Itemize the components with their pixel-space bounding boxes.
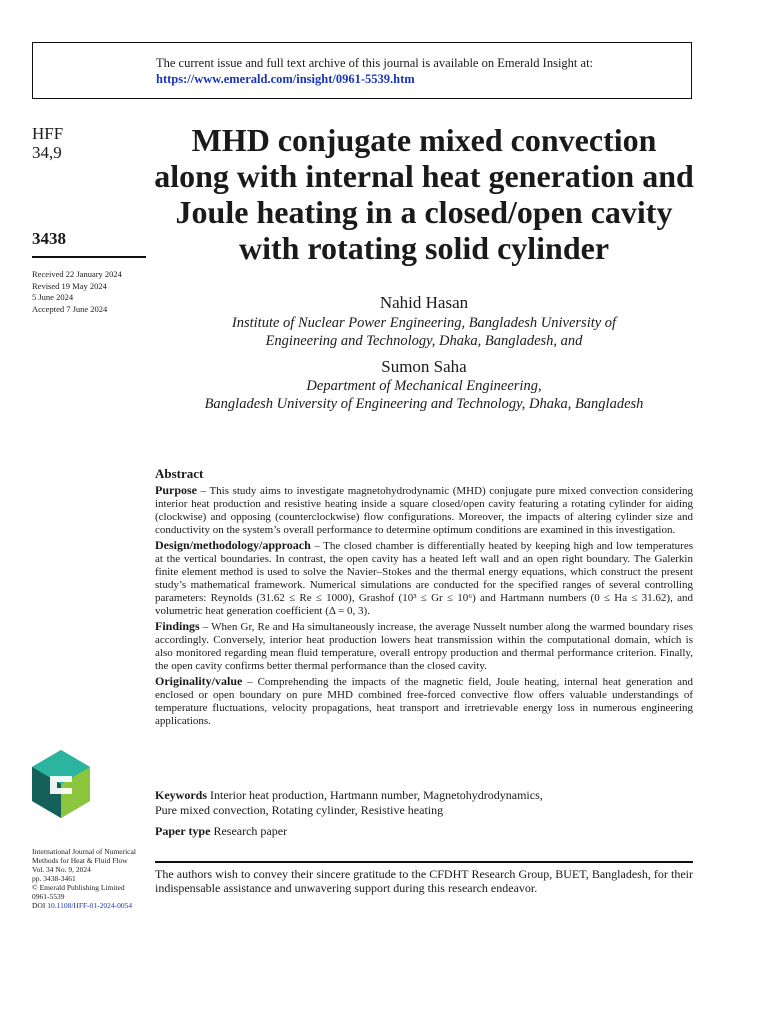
affiliation-line: Department of Mechanical Engineering, [306, 378, 542, 394]
journal-citation [32, 847, 148, 910]
date-received: Received 22 January 2024 [32, 269, 122, 279]
article-title: MHD conjugate mixed convection along with internal heat generation and Joule heating in a closed/open cavity with rotating solid cylinder [154, 122, 694, 266]
keywords [155, 788, 693, 817]
citation-line: 0961-5539 [32, 892, 65, 901]
doi-label: DOI [32, 901, 46, 910]
abstract-design [155, 539, 693, 618]
footnote-divider [155, 861, 693, 863]
emerald-logo-icon [30, 748, 92, 820]
section-label: Purpose [155, 483, 197, 497]
keywords-label: Keywords [155, 788, 207, 802]
author-affiliation [152, 377, 696, 413]
abstract-purpose [155, 484, 693, 537]
section-text: – Comprehending the impacts of the magnetic field, Joule heating, internal heat generation and enclosed or open boundary on pure MHD combined free-forced convective flow offers valuable understandings of temperature fluctuations, velocity propagations, heat transport and irretrievable energy loss in numerous engineering applications. [155, 676, 694, 727]
keywords-line: Pure mixed convection, Rotating cylinder, Resistive heating [155, 802, 444, 817]
section-label: Findings [155, 619, 200, 633]
paper-type-label: Paper type [155, 824, 211, 838]
abstract [155, 467, 693, 730]
journal-abbreviation: HFF [32, 124, 64, 143]
section-label: Design/methodology/approach [155, 538, 311, 552]
article-dates [32, 269, 122, 315]
author-name: Sumon Saha [381, 357, 467, 376]
date-revised: Revised 19 May 2024 [32, 280, 107, 291]
journal-archive-banner [32, 42, 692, 99]
affiliation-line: Institute of Nuclear Power Engineering, Bangladesh University of [231, 315, 617, 331]
affiliation-line: Bangladesh University of Engineering and Technology, Dhaka, Bangladesh [204, 396, 644, 412]
abstract-originality [155, 675, 693, 728]
citation-line: pp. 3438-3461 [32, 874, 76, 883]
doi-line [32, 901, 148, 910]
section-text: – This study aims to investigate magnetohydrodynamic (MHD) conjugate pure mixed convection considering interior heat production and resistive heating inside a square closed/open cavity featuring a rotating cylinder for aiding (clockwise) and opposing (counterclockwise) flow configurations. Moreover, the impacts of altering cylinder size and conductivity on the system’s overall performance to determine optimum conditions are examined in this investigation. [155, 485, 693, 536]
citation-line: Vol. 34 No. 9, 2024 [32, 865, 91, 874]
citation-line: International Journal of Numerical [32, 847, 136, 856]
section-text: – When Gr, Re and Ha simultaneously increase, the average Nusselt number along the warmed boundary rises accordingly. Conversely, interior heat production lowers heat transmission within the computational domain, which is also monitored regarding mean fluid temperature, overall entropy production and thermal performance criterion. Finally, the open cavity confirms better thermal performance than the closed cavity. [155, 621, 693, 672]
page-divider [32, 256, 146, 258]
affiliation-line: Engineering and Technology, Dhaka, Bangladesh, and [265, 333, 583, 349]
author-name: Nahid Hasan [379, 293, 469, 312]
journal-volume: 34,9 [32, 143, 62, 162]
citation-line: © Emerald Publishing Limited [32, 883, 125, 892]
author-affiliation [152, 314, 696, 350]
abstract-heading: Abstract [155, 466, 204, 481]
doi-link[interactable]: 10.1108/HFF-01-2024-0054 [47, 901, 133, 910]
section-text: – The closed chamber is differentially heated by keeping high and low temperatures at the vertical boundaries. In contrast, the open cavity has a heated left wall and an open right boundary. The Galerkin finite element method is used to solve the Navier–Stokes and the thermal energy equations, which construct the present study’s mathematical framework. Numerical simulations are conducted for the specified ranges of several controlling parameters: Reynolds (31.62 ≤ Re ≤ 1000), Grashof (10³ ≤ Gr ≤ 10⁶) and Hartmann numbers (0 ≤ Ha ≤ 31.62), and volumetric heat generation coefficient (Δ = 0, 3). [155, 540, 693, 617]
keywords-line: Interior heat production, Hartmann number, Magnetohydrodynamics, [210, 788, 543, 802]
banner-text: The current issue and full text archive of this journal is available on Emerald Insight at: [156, 56, 594, 70]
journal-info [32, 124, 146, 162]
section-label: Originality/value [155, 674, 243, 688]
journal-url-link[interactable]: https://www.emerald.com/insight/0961-5539.htm [156, 72, 415, 86]
abstract-findings [155, 620, 693, 673]
page-number: 3438 [32, 229, 66, 248]
date-accepted: Accepted 7 June 2024 [32, 303, 108, 314]
date-revised-2: 5 June 2024 [32, 292, 74, 302]
citation-line: Methods for Heat & Fluid Flow [32, 856, 128, 865]
paper-type-value: Research paper [213, 824, 288, 838]
acknowledgement: The authors wish to convey their sincere gratitude to the CFDHT Research Group, BUET, Bangladesh, for their indispensable assistance and unwavering support during this research endeavor. [155, 867, 693, 895]
paper-type [155, 824, 287, 839]
